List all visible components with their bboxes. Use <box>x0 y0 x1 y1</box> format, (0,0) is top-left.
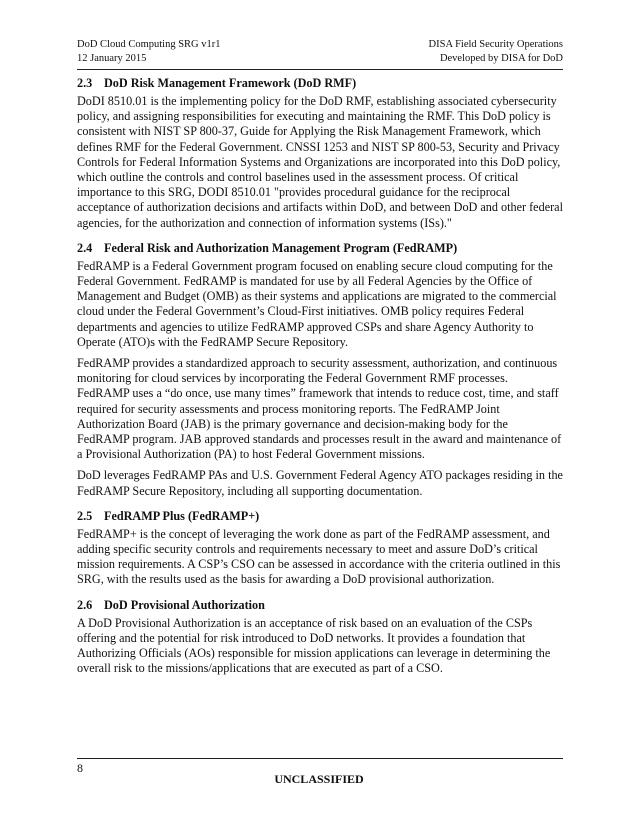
header-developer: Developed by DISA for DoD <box>439 53 563 64</box>
header-org: DISA Field Security Operations <box>428 39 563 50</box>
section-title: DoD Provisional Authorization <box>104 597 265 612</box>
paragraph: DoDI 8510.01 is the implementing policy for the DoD RMF, establishing associated cybersecurity policy, and assigning responsibilities for executing and maintaining the RMF. This DoD policy is consistent with NIST SP 800-37, Guide for Applying the Risk Management Framework, which defines RMF for the Federal Government. CNSSI 1253 and NIST SP 800-53, Security and Privacy Controls for Federal Information Systems and Organizations are incorporated into this DoD policy, which outline the controls and control baselines used in the assessment process. Of critical importance to this SRG, DODI 8510.01 "provides procedural guidance for the reciprocal acceptance of authorization decisions and artifacts within DoD, and between DoD and other federal agencies, for the authorization and connection of information systems (ISs)." <box>77 94 563 230</box>
header-doc-title: DoD Cloud Computing SRG v1r1 <box>77 39 221 50</box>
section-2-3 <box>77 76 563 231</box>
section-2-4 <box>77 241 563 499</box>
header-left <box>77 38 221 66</box>
section-heading <box>77 76 563 91</box>
paragraph: FedRAMP is a Federal Government program focused on enabling secure cloud computing for the Federal Government. FedRAMP is mandated for use by all Federal Agencies by the Office of Management and Budget (OMB) as their systems and applications are migrated to the commercial cloud under the Federal Government’s Cloud-First initiatives. OMB policy requires Federal departments and agencies to utilize FedRAMP approved CSPs and share Agency Authority to Operate (ATO)s with the FedRAMP Secure Repository. <box>77 258 557 349</box>
footer-divider <box>77 758 563 759</box>
paragraph: DoD leverages FedRAMP PAs and U.S. Government Federal Agency ATO packages residing in the FedRAMP Secure Repository, including all supporting documentation. <box>77 468 563 498</box>
section-number: 2.3 <box>77 76 93 90</box>
section-number: 2.6 <box>77 597 93 612</box>
paragraph: FedRAMP provides a standardized approach to security assessment, authorization, and continuous monitoring for cloud services by incorporating the Federal Government RMF processes. FedRAMP uses a “do once, use many times” framework that intends to reduce cost, time, and staff required for security assessments and process monitoring reports. The FedRAMP Joint Authorization Board (JAB) is the primary governance and decision-making body for the FedRAMP program. JAB approved standards and processes result in the award and maintenance of a Provisional Authorization (PA) to host Federal Government missions. <box>77 356 562 462</box>
section-title: DoD Risk Management Framework (DoD RMF) <box>104 76 357 90</box>
classification-marking: UNCLASSIFIED <box>274 772 364 786</box>
section-title: FedRAMP Plus (FedRAMP+) <box>104 508 260 523</box>
paragraph: FedRAMP+ is the concept of leveraging the work done as part of the FedRAMP assessment, and adding specific security controls and requirements necessary to meet and assure DoD’s critical mission requirements. A CSP’s CSO can be assessed in accordance with the criteria outlined in this SRG, with the results used as the basis for awarding a DoD provisional authorization. <box>77 526 561 587</box>
section-title: Federal Risk and Authorization Management Program (FedRAMP) <box>104 240 458 255</box>
section-2-6 <box>77 598 563 677</box>
section-number: 2.5 <box>77 508 93 523</box>
page-body <box>77 76 563 687</box>
header-right <box>429 38 563 66</box>
header-divider <box>77 69 563 70</box>
section-number: 2.4 <box>77 240 93 255</box>
section-heading <box>77 241 563 256</box>
section-2-5 <box>77 509 563 588</box>
paragraph: A DoD Provisional Authorization is an acceptance of risk based on an evaluation of the CSPs offering and the potential for risk introduced to DoD networks. It provides a foundation that Authorizing Officials (AOs) responsible for mission applications can leverage in determining the overall risk to the missions/applications that are executed as part of a CSO. <box>77 615 551 676</box>
section-heading <box>77 598 563 613</box>
header-date: 12 January 2015 <box>77 53 147 64</box>
page-number: 8 <box>77 761 83 775</box>
section-heading <box>77 509 563 524</box>
